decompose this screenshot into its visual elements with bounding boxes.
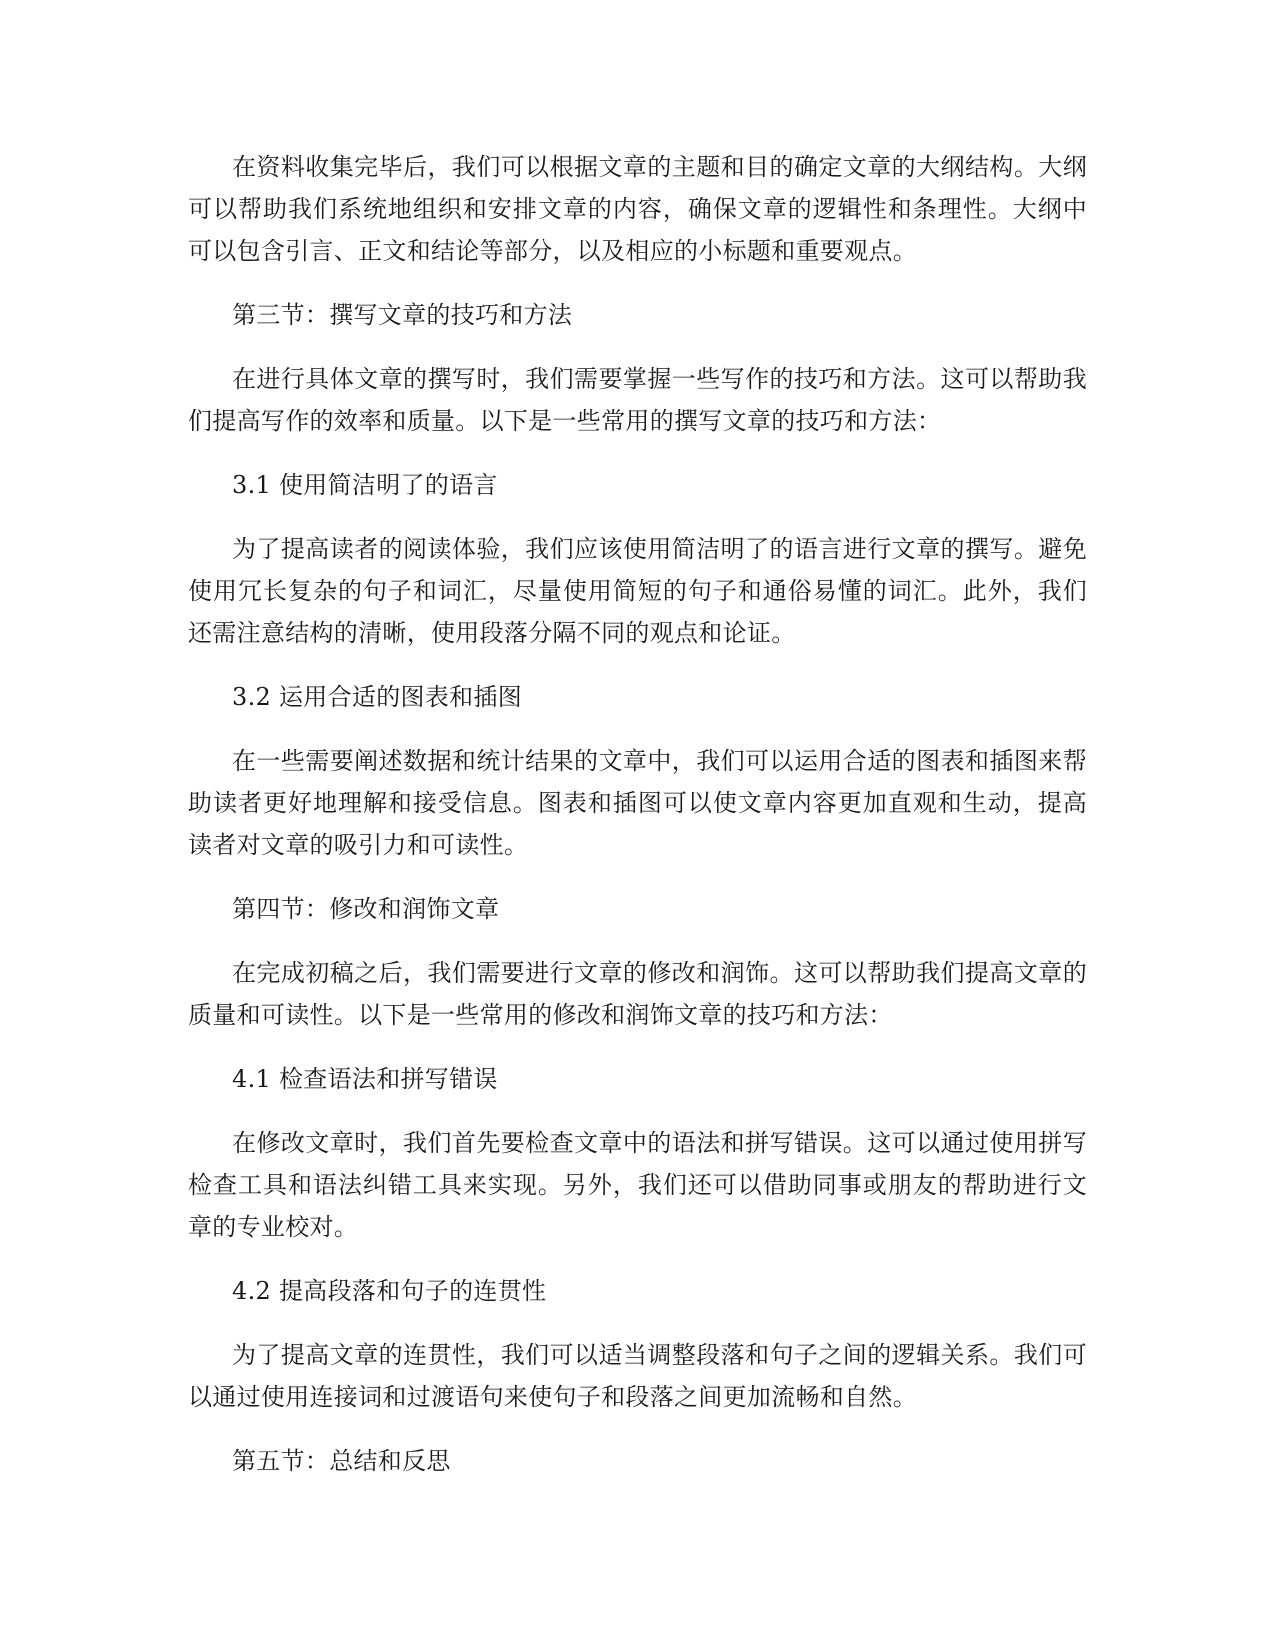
subheading-3-1: 3.1 使用简洁明了的语言 (232, 471, 498, 499)
subheading-4-2: 4.2 提高段落和句子的连贯性 (232, 1277, 547, 1305)
section-heading-4: 第四节：修改和润饰文章 (232, 895, 500, 923)
paragraph-revision-intro: 在完成初稿之后，我们需要进行文章的修改和润饰。这可以帮助我们提高文章的质量和可读性。以下是一些常用的修改和润饰文章的技巧和方法： (188, 959, 1087, 1029)
paragraph-charts-illustrations: 在一些需要阐述数据和统计结果的文章中，我们可以运用合适的图表和插图来帮助读者更好地理解和接受信息。图表和插图可以使文章内容更加直观和生动，提高读者对文章的吸引力和可读性。 (188, 747, 1087, 859)
subheading-3-2: 3.2 运用合适的图表和插图 (232, 683, 522, 711)
paragraph-grammar-spelling: 在修改文章时，我们首先要检查文章中的语法和拼写错误。这可以通过使用拼写检查工具和语法纠错工具来实现。另外，我们还可以借助同事或朋友的帮助进行文章的专业校对。 (188, 1129, 1087, 1241)
section-heading-5: 第五节：总结和反思 (232, 1447, 451, 1475)
paragraph-writing-intro: 在进行具体文章的撰写时，我们需要掌握一些写作的技巧和方法。这可以帮助我们提高写作的效率和质量。以下是一些常用的撰写文章的技巧和方法： (188, 365, 1087, 435)
paragraph-outline-structure: 在资料收集完毕后，我们可以根据文章的主题和目的确定文章的大纲结构。大纲可以帮助我们系统地组织和安排文章的内容，确保文章的逻辑性和条理性。大纲中可以包含引言、正文和结论等部分，以及相应的小标题和重要观点。 (188, 153, 1087, 265)
paragraph-coherence: 为了提高文章的连贯性，我们可以适当调整段落和句子之间的逻辑关系。我们可以通过使用连接词和过渡语句来使句子和段落之间更加流畅和自然。 (188, 1341, 1087, 1411)
section-heading-3: 第三节：撰写文章的技巧和方法 (232, 301, 573, 329)
subheading-4-1: 4.1 检查语法和拼写错误 (232, 1065, 498, 1093)
paragraph-concise-language: 为了提高读者的阅读体验，我们应该使用简洁明了的语言进行文章的撰写。避免使用冗长复杂的句子和词汇，尽量使用简短的句子和通俗易懂的词汇。此外，我们还需注意结构的清晰，使用段落分隔不同的观点和论证。 (188, 535, 1087, 647)
